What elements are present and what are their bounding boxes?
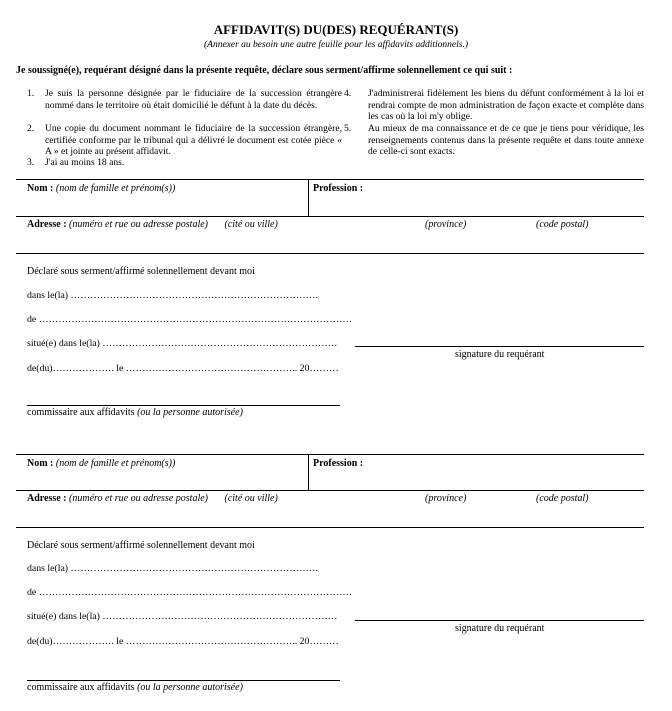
- commissaire-text: commissaire aux affidavits: [27, 682, 135, 693]
- nom-field[interactable]: [27, 458, 175, 469]
- signature-line[interactable]: [355, 620, 644, 621]
- signature-label: signature du requérant: [455, 623, 545, 634]
- dans-field[interactable]: dans le(la) ………………………………………………………………….: [27, 290, 318, 301]
- block-2-top-rule: [16, 454, 644, 455]
- de-field[interactable]: de ……………………………………………………………………………………: [27, 314, 353, 325]
- nom-label: Nom :: [27, 183, 54, 194]
- item-number: 4.: [344, 88, 352, 99]
- profession-field[interactable]: [313, 458, 363, 469]
- sworn-text: Déclaré sous serment/affirmé solennellement devant moi: [27, 266, 255, 277]
- adresse-label: Adresse :: [27, 219, 67, 230]
- item-text: Je suis la personne désignée par le fiduciaire de la succession étrangère nommé dans le territoire où était domicilié le défunt à la date du décès.: [45, 88, 342, 111]
- block-1-mid-rule: [16, 216, 644, 217]
- profession-label: Profession :: [313, 183, 364, 194]
- adresse-field[interactable]: [27, 493, 278, 504]
- item-5: [344, 123, 644, 159]
- commissaire-hint: (ou la personne autorisée): [137, 407, 243, 418]
- situe-field[interactable]: situé(e) dans le(la) ………………………………………………………………: [27, 338, 338, 349]
- item-2: [27, 123, 342, 159]
- block-1-bottom-rule: [16, 253, 644, 254]
- profession-label: Profession :: [313, 458, 364, 469]
- cite-hint: (cité ou ville): [224, 493, 278, 504]
- profession-field[interactable]: [313, 183, 363, 194]
- block-2-divider: [308, 454, 309, 490]
- situe-field[interactable]: situé(e) dans le(la) ………………………………………………………………: [27, 611, 338, 622]
- nom-label: Nom :: [27, 458, 54, 469]
- item-1: [27, 88, 342, 124]
- block-1-top-rule: [16, 179, 644, 180]
- commissaire-hint: (ou la personne autorisée): [137, 682, 243, 693]
- commissaire-text: commissaire aux affidavits: [27, 407, 135, 418]
- commissaire-label: [27, 407, 243, 418]
- item-text: J'administrerai fidèlement les biens du défunt conformément à la loi et rendrai compte de mon administration de façon exacte et complète dans les cas où la loi m'y oblige.: [368, 88, 644, 122]
- commissaire-line[interactable]: [27, 680, 340, 681]
- page-title: AFFIDAVIT(S) DU(DES) REQUÉRANT(S): [213, 22, 459, 37]
- nom-hint: (nom de famille et prénom(s)): [55, 458, 176, 469]
- de-field[interactable]: de ……………………………………………………………………………………: [27, 587, 353, 598]
- page-subtitle: (Annexer au besoin une autre feuille pour les affidavits additionnels.): [203, 40, 469, 50]
- item-text: Au mieux de ma connaissance et de ce que je tiens pour véridique, les renseignements contenus dans la présente requête et dans toute annexe de celle-ci sont exacts.: [368, 123, 644, 157]
- sworn-text: Déclaré sous serment/affirmé solennellement devant moi: [27, 540, 255, 551]
- adresse-hint: (numéro et rue ou adresse postale): [69, 219, 208, 230]
- code-postal-hint: (code postal): [536, 493, 589, 504]
- nom-field[interactable]: [27, 183, 175, 194]
- commissaire-line[interactable]: [27, 405, 340, 406]
- adresse-label: Adresse :: [27, 493, 67, 504]
- item-number: 3.: [27, 157, 35, 168]
- adresse-field[interactable]: [27, 219, 278, 230]
- item-3: [27, 157, 342, 169]
- dans-field[interactable]: dans le(la) ………………………………………………………………….: [27, 563, 318, 574]
- item-text: Une copie du document nommant le fiduciaire de la succession étrangère, certifiée conforme par le tribunal qui a délivré le document est cotée pièce « A » et jointe au présent affidavit.: [45, 123, 342, 157]
- declaration-text: Je soussigné(e), requérant désigné dans la présente requête, déclare sous serment/affirme solennellement ce qui suit :: [16, 65, 513, 76]
- province-hint: (province): [425, 219, 467, 230]
- province-hint: (province): [425, 493, 467, 504]
- date-field[interactable]: de(du)………………. le …………………………………………….. 20………: [27, 363, 339, 374]
- cite-hint: (cité ou ville): [224, 219, 278, 230]
- code-postal-hint: (code postal): [536, 219, 589, 230]
- block-2-mid-rule: [16, 490, 644, 491]
- date-field[interactable]: de(du)………………. le …………………………………………….. 20………: [27, 636, 339, 647]
- item-number: 2.: [27, 123, 35, 134]
- block-2-bottom-rule: [16, 527, 644, 528]
- commissaire-label: [27, 682, 243, 693]
- block-1-divider: [308, 179, 309, 216]
- item-number: 1.: [27, 88, 35, 99]
- adresse-hint: (numéro et rue ou adresse postale): [69, 493, 208, 504]
- item-4: [344, 88, 644, 124]
- signature-label: signature du requérant: [455, 349, 545, 360]
- nom-hint: (nom de famille et prénom(s)): [55, 183, 176, 194]
- signature-line[interactable]: [355, 346, 644, 347]
- item-text: J'ai au moins 18 ans.: [45, 157, 125, 168]
- item-number: 5.: [344, 123, 352, 134]
